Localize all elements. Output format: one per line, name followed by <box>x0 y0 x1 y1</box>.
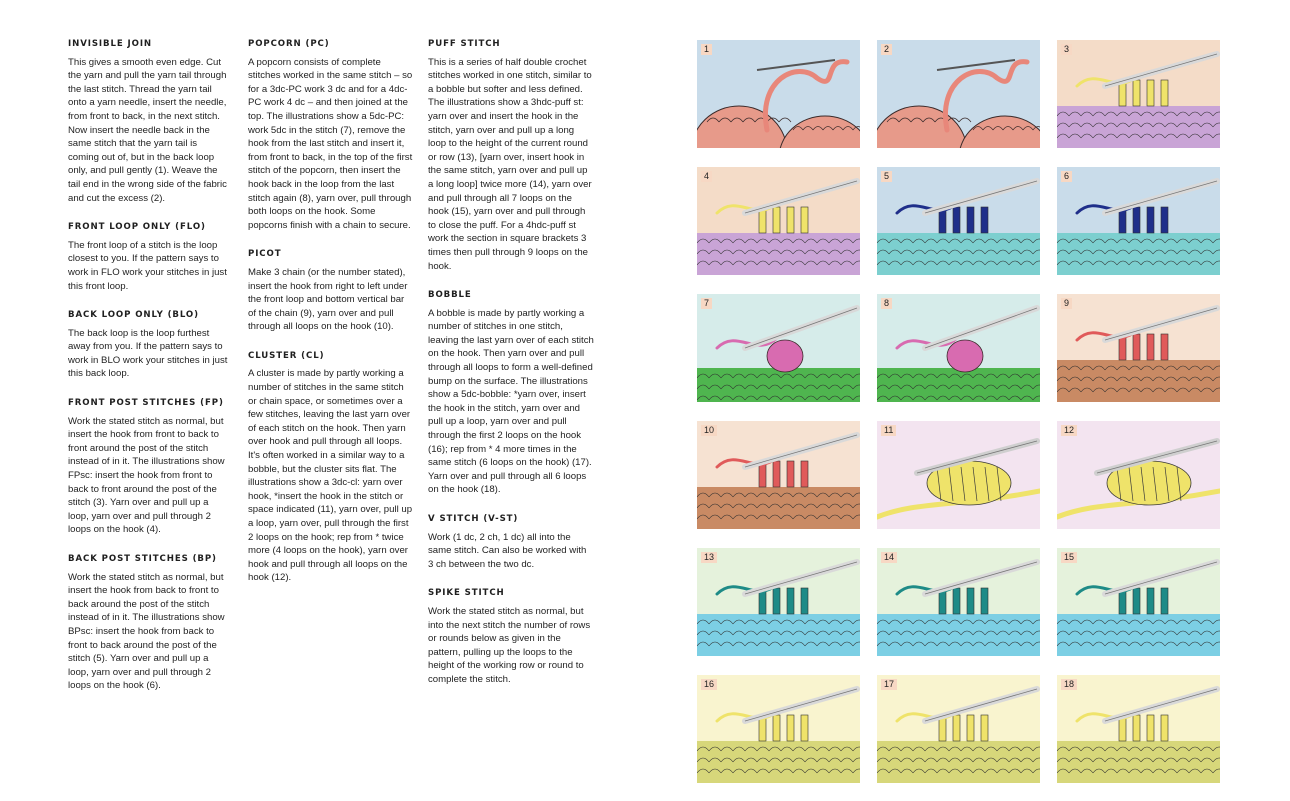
section-body: The back loop is the loop furthest away from you. If the pattern says to work in BLO work your stitches in just this back loop. <box>68 327 228 380</box>
step-number: 9 <box>1061 298 1072 309</box>
crochet-illustration <box>1057 548 1220 656</box>
section-title: V STITCH (V-ST) <box>428 514 519 524</box>
section-body: This is a series of half double crochet stitches worked in one stitch, similar to a bobble but softer and less defined. The illustrations show a 3hdc-puff st: yarn over and insert the hook in the stitch, yarn over and pull up a long loop to the height of the current round or row (13), [yarn over, insert hook in the same stitch, yarn over and pull up a long loop] twice more (14), yarn over and pull through all 7 loops on the hook (15), yarn over and pull through to close the puff. For a 4hdc-puff st work the section in square brackets 3 times then pull through 9 loops on the hook. <box>428 56 592 272</box>
section-body: Make 3 chain (or the number stated), insert the hook from right to left under the front loop and bottom vertical bar of the chain (9), yarn over and pull through all loops on the hook (10). <box>248 266 408 333</box>
section <box>68 553 230 693</box>
crochet-illustration <box>697 294 860 402</box>
illustration-panel <box>877 548 1040 656</box>
illustration-panel <box>877 421 1040 529</box>
step-number: 5 <box>881 171 892 182</box>
illustration-grid <box>697 40 1220 783</box>
section <box>248 248 414 334</box>
section-title: BACK POST STITCHES (BP) <box>68 554 217 564</box>
section-title: BACK LOOP ONLY (BLO) <box>68 310 199 321</box>
step-number: 4 <box>701 171 712 182</box>
illustration-panel <box>1057 167 1220 275</box>
section <box>428 38 594 273</box>
illustration-panel <box>1057 675 1220 783</box>
illustration-panel <box>1057 548 1220 656</box>
section-title: SPIKE STITCH <box>428 588 505 599</box>
illustration-panel <box>877 294 1040 402</box>
section-body: A bobble is made by partly working a number of stitches in one stitch, leaving the last yarn over of each stitch on the hook. Then yarn over and pull through all loops to form a well-defined bump on the surface. The illustrations show a 5dc-bobble: *yarn over, insert the hook in the stitch, yarn over and pull up a loop, yarn over and pull through the first 2 loops on the hook (16); rep from * 4 more times in the same stitch (6 loops on the hook) (17). Yarn over and pull through all 6 loops on the hook (18). <box>428 307 594 496</box>
crochet-illustration <box>877 548 1040 656</box>
illustration-panel <box>1057 40 1220 148</box>
section-title: BOBBLE <box>428 290 472 301</box>
section-title: CLUSTER (CL) <box>248 350 325 361</box>
step-number: 8 <box>881 298 892 309</box>
illustration-panel <box>697 421 860 529</box>
section-title: INVISIBLE JOIN <box>68 39 153 49</box>
section <box>68 38 230 205</box>
crochet-illustration <box>697 421 860 529</box>
illustration-panel <box>877 40 1040 148</box>
crochet-illustration <box>877 421 1040 529</box>
crochet-illustration <box>1057 294 1220 402</box>
crochet-illustration <box>697 548 860 656</box>
crochet-illustration <box>1057 675 1220 783</box>
section <box>68 221 230 293</box>
step-number: 13 <box>701 552 717 563</box>
step-number: 17 <box>881 679 897 690</box>
crochet-illustration <box>877 294 1040 402</box>
illustration-panel <box>877 675 1040 783</box>
section-title: FRONT POST STITCHES (FP) <box>68 398 224 409</box>
section-body: The front loop of a stitch is the loop closest to you. If the pattern says to work in FLO work your stitches in just this front loop. <box>68 239 227 292</box>
step-number: 6 <box>1061 171 1072 182</box>
section-title: POPCORN (PC) <box>248 39 330 49</box>
step-number: 11 <box>881 425 896 436</box>
section-body: Work (1 dc, 2 ch, 1 dc) all into the same stitch. Can also be worked with 3 ch between the two dc. <box>428 531 587 570</box>
illustration-panel <box>697 294 860 402</box>
step-number: 14 <box>881 552 897 563</box>
illustration-panel <box>697 548 860 656</box>
illustration-panel <box>1057 421 1220 529</box>
crochet-illustration <box>697 167 860 275</box>
step-number: 16 <box>701 679 717 690</box>
section <box>68 309 230 381</box>
text-column-3 <box>428 38 594 703</box>
crochet-illustration <box>1057 167 1220 275</box>
section-body: A cluster is made by partly working a number of stitches in the same stitch or chain space, or sometimes over a few stitches, leaving the last yarn over of each stitch on the hook. Then yarn over hook and pull through all loops. It's often worked in a similar way to a bobble, but the cluster sits flat. The illustrations show a 3dc-cl: yarn over hook, *insert the hook in the stitch or space indicated (11), yarn over, pull up a loop, yarn over, pull through the first 2 loops on the hook; rep from * twice more (4 loops on the hook), yarn over hook and pull through all loops on the hook (12). <box>248 368 413 584</box>
illustration-panel <box>697 167 860 275</box>
crochet-illustration <box>1057 40 1220 148</box>
section-title: FRONT LOOP ONLY (FLO) <box>68 222 206 233</box>
crochet-illustration <box>877 167 1040 275</box>
step-number: 18 <box>1061 679 1077 690</box>
text-column-1 <box>68 38 230 709</box>
section-body: Work the stated stitch as normal, but insert the hook from front to back to front around the post of the stitch instead of in it. The illustrations show FPsc: insert the hook from front to back to front around the post of the stitch (3). Yarn over and pull up a loop, yarn over and pull through 2 loops on the hook (4). <box>68 415 225 536</box>
section-body: A popcorn consists of complete stitches worked in the same stitch – so for a 3dc-PC work 3 dc and for a 4dc-PC work 4 dc – and then joined at the top. The illustrations show a 5dc-PC: work 5dc in the stitch (7), remove the hook from the last stitch and insert it, from front to back, in the top of the first stitch of the popcorn, then insert the hook back in the loop from the last stitch again (8), yarn over, pull through both loops on the hook. Some popcorns finish with a chain to secure. <box>248 56 413 231</box>
step-number: 3 <box>1061 44 1072 55</box>
section <box>428 289 594 497</box>
step-number: 12 <box>1061 425 1077 436</box>
section <box>428 513 594 571</box>
illustration-panel <box>697 675 860 783</box>
crochet-illustration <box>877 675 1040 783</box>
section <box>428 587 594 686</box>
crochet-illustration <box>697 40 860 148</box>
crochet-illustration <box>1057 421 1220 529</box>
section-body: Work the stated stitch as normal, but into the next stitch the number of rows or rounds below as given in the pattern, pulling up the loops to the height of the working row or round to complete the stitch. <box>428 605 591 685</box>
illustration-panel <box>697 40 860 148</box>
section-title: PICOT <box>248 249 282 260</box>
crochet-illustration <box>877 40 1040 148</box>
step-number: 2 <box>881 44 892 55</box>
section-body: Work the stated stitch as normal, but insert the hook from back to front to back around the post of the stitch instead of in it. The illustrations show BPsc: insert the hook from back to front to back around the post of the stitch (5). Yarn over and pull up a loop, yarn over and pull through 2 loops on the hook (6). <box>68 571 225 692</box>
section <box>68 397 230 537</box>
section-body: This gives a smooth even edge. Cut the yarn and pull the yarn tail through the last stitch. Thread the yarn tail onto a yarn needle, insert the needle, from front to back, in the next stitch. Now insert the needle back in the same stitch that the yarn tail is coming out of, but in the back loop only, and pull gently (1). Weave the tail end in the wrong side of the fabric and cut the excess (2). <box>68 56 227 204</box>
section-title: PUFF STITCH <box>428 39 501 49</box>
step-number: 15 <box>1061 552 1077 563</box>
illustration-panel <box>1057 294 1220 402</box>
illustration-panel <box>877 167 1040 275</box>
step-number: 10 <box>701 425 717 436</box>
crochet-illustration <box>697 675 860 783</box>
text-column-2 <box>248 38 414 601</box>
section <box>248 38 414 232</box>
section <box>248 350 414 585</box>
step-number: 1 <box>701 44 712 55</box>
step-number: 7 <box>701 298 712 309</box>
